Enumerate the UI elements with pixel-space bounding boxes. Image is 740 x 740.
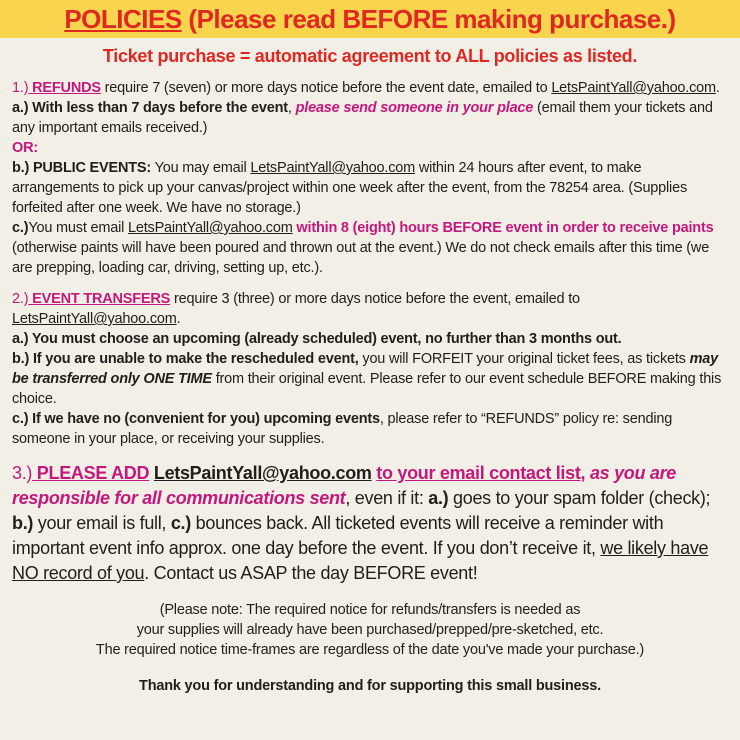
policy-section-refunds (12, 78, 728, 278)
text-run: LetsPaintYall@yahoo.com (551, 80, 716, 96)
policy-paragraph (12, 218, 728, 278)
policy-paragraph (12, 158, 728, 218)
text-run: , (287, 100, 296, 116)
text-run: a.) You must choose an upcoming (already scheduled) event, no further than 3 months out. (12, 331, 622, 347)
text-run: POLICIES (64, 3, 182, 34)
text-run: PLEASE ADD (32, 463, 150, 483)
text-run: , (580, 463, 586, 483)
policies-body (0, 78, 740, 696)
text-run: b.) (12, 513, 34, 533)
text-run: REFUNDS (28, 80, 101, 96)
text-run: may be transferred only ONE TIME (12, 351, 718, 387)
text-run: . Contact us ASAP the day BEFORE event! (144, 563, 478, 583)
text-run: , please refer to “REFUNDS” policy re: sending someone in your place, or receiving your supplies. (12, 411, 673, 447)
policy-paragraph (12, 78, 728, 98)
text-run: 3.) (12, 463, 33, 483)
text-run: bounces back. All ticketed events will receive a reminder with important event info approx. one day before the event. If you don’t receive it, (12, 513, 664, 558)
text-run: c.) (12, 220, 29, 236)
text-run: we likely have NO record of you (12, 538, 709, 583)
thanks-message: Thank you for understanding and for supporting this small business. (139, 678, 601, 694)
text-run: EVENT TRANSFERS (28, 291, 171, 307)
text-run: your email is full, (33, 513, 171, 533)
text-run: You must email (28, 220, 128, 236)
text-run: goes to your spam folder (check); (448, 488, 711, 508)
policy-section-transfers (12, 289, 728, 449)
text-run: a.) (428, 488, 449, 508)
text-run: (otherwise paints will have been poured and thrown out at the event.) We do not check emails after this time (we are prepping, loading car, driving, setting up, etc.). (12, 240, 710, 276)
footer-note-line: your supplies will already have been purchased/prepped/pre-sketched, etc. (136, 622, 604, 638)
page-title (64, 4, 675, 35)
policy-section-email-contact (12, 461, 728, 586)
text-run: 2.) (12, 291, 29, 307)
text-run: . (715, 80, 720, 96)
policy-paragraph (12, 349, 728, 409)
policy-paragraph (12, 98, 728, 138)
text-run: c.) (170, 513, 191, 533)
policy-paragraph (12, 289, 728, 329)
text-run: you will FORFEIT your original ticket fees, as tickets (358, 351, 690, 367)
text-run: as you are responsible for all communications sent (12, 463, 677, 508)
text-run: within 8 (eight) hours BEFORE event in order to receive paints (296, 220, 714, 236)
text-run: b.) If you are unable to make the rescheduled event, (12, 351, 359, 367)
text-run: LetsPaintYall@yahoo.com (12, 311, 177, 327)
text-run: to your email contact list (376, 463, 581, 483)
policy-paragraph (12, 138, 728, 158)
policy-paragraph (12, 409, 728, 449)
text-run: 1.) (12, 80, 29, 96)
text-run: LetsPaintYall@yahoo.com (250, 160, 415, 176)
text-run: OR: (12, 140, 38, 156)
policy-paragraph (12, 461, 728, 586)
text-run: within 24 hours after event, to make arrangements to pick up your canvas/project within one week after the event, from the 78254 area. (Supplies forfeited after one week. We have no storage.) (12, 160, 687, 216)
text-run: require 3 (three) or more days notice before the event, emailed to (170, 291, 580, 307)
agreement-subtitle: Ticket purchase = automatic agreement to ALL policies as listed. (102, 46, 638, 66)
text-run: a.) With less than 7 days before the event (12, 100, 288, 116)
text-run: from their original event. Please refer to our event schedule BEFORE making this choice. (12, 371, 722, 407)
text-run: , even if it: (345, 488, 429, 508)
text-run: (email them your tickets and any important emails received.) (12, 100, 713, 136)
footer-note-line: (Please note: The required notice for refunds/transfers is needed as (159, 602, 581, 618)
text-run: LetsPaintYall@yahoo.com (153, 463, 372, 483)
text-run: require 7 (seven) or more days notice before the event date, emailed to (100, 80, 552, 96)
text-run: b.) PUBLIC EVENTS: (12, 160, 151, 176)
text-run: c.) If we have no (convenient for you) upcoming events (12, 411, 380, 427)
footer-note-line: The required notice time-frames are regardless of the date you've made your purchase.) (95, 642, 645, 658)
header-banner (0, 0, 740, 38)
text-run: please send someone in your place (295, 100, 534, 116)
text-run: You may email (151, 160, 251, 176)
text-run: . (176, 311, 181, 327)
footer-note (12, 600, 728, 660)
text-run: LetsPaintYall@yahoo.com (127, 220, 293, 236)
policy-paragraph (12, 329, 728, 349)
text-run: (Please read BEFORE making purchase.) (181, 3, 676, 34)
